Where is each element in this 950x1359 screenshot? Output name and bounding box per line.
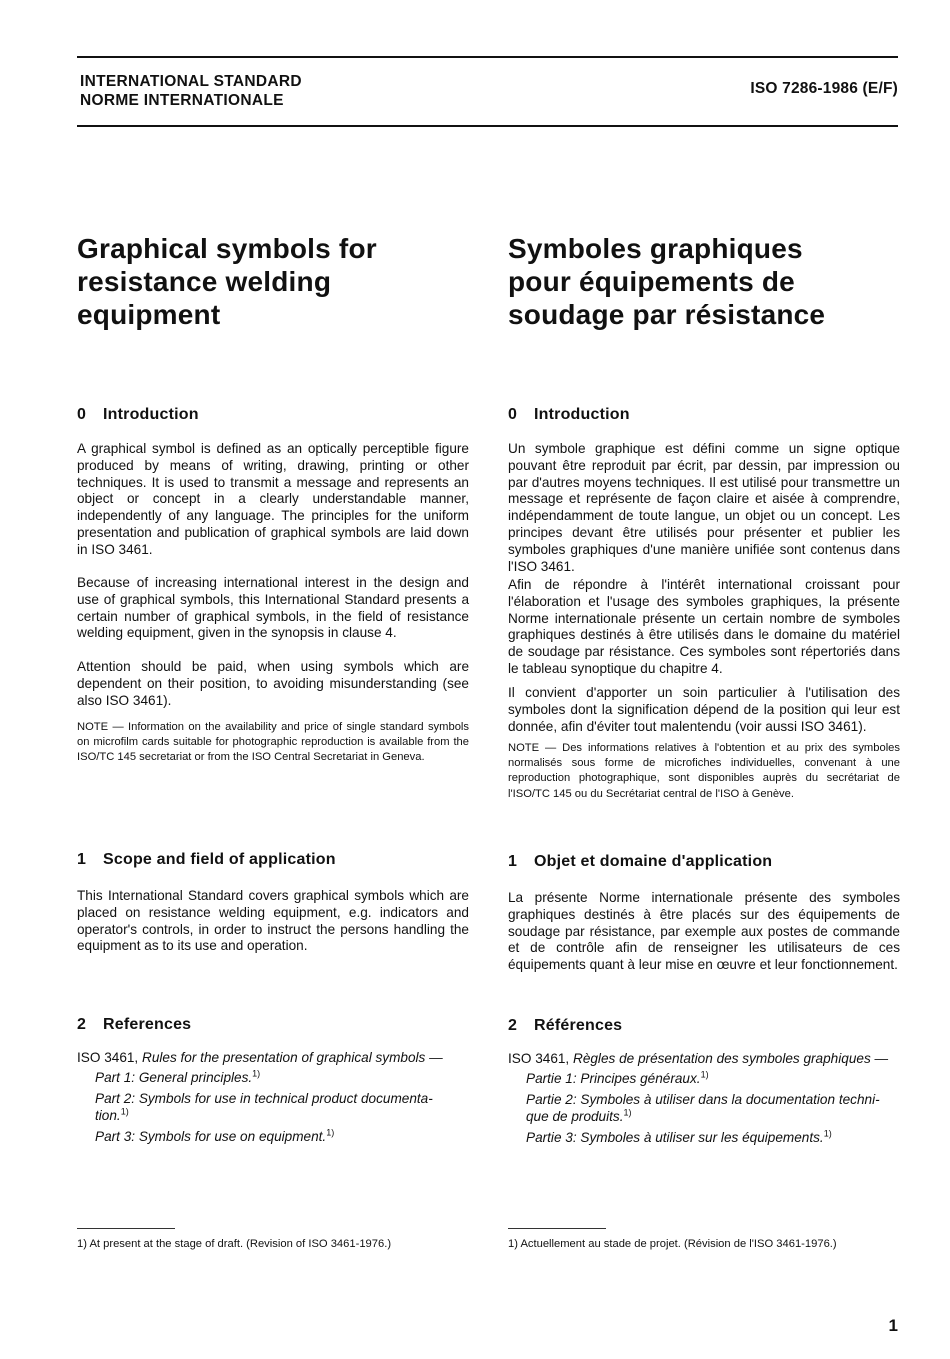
intro-paragraph-en: Because of increasing international interest in the design and use of graphical symbols, this International Standard presents a certain number of graphical symbols, in the field of resistance welding equipment, given in the synopsis in clause 4. [77, 575, 469, 641]
reference-entry-en [77, 1050, 469, 1067]
section-number: 1 [77, 851, 87, 868]
footnote-fr: 1) Actuellement au stade de projet. (Révision de l'ISO 3461-1976.) [508, 1238, 837, 1250]
reference-part-en [77, 1069, 469, 1086]
footnote-marker: 1) [823, 1128, 832, 1139]
scope-heading-fr [508, 853, 900, 871]
header-bottom-rule [77, 125, 898, 127]
reference-part-en [77, 1090, 469, 1124]
footnote-marker: 1) [120, 1106, 129, 1117]
reference-part-fr [508, 1129, 900, 1146]
title-fr-line: pour équipements de [508, 266, 795, 297]
footnote-en: 1) At present at the stage of draft. (Revision of ISO 3461-1976.) [77, 1238, 392, 1250]
section-number: 2 [77, 1016, 87, 1033]
references-heading-fr [508, 1017, 900, 1035]
section-title: Introduction [534, 406, 630, 423]
reference-title: Règles de présentation des symboles graphiques — [573, 1051, 889, 1066]
footnote-marker: 1) [326, 1127, 335, 1138]
standard-type-fr: NORME INTERNATIONALE [80, 92, 284, 109]
reference-part-text: Part 2: Symbols for use in technical product documenta- [95, 1091, 433, 1106]
reference-part-fr [508, 1091, 900, 1125]
reference-part-en [77, 1128, 469, 1145]
header-top-rule [77, 56, 898, 58]
intro-note-en: NOTE — Information on the availability and price of single standard symbols on microfilm cards suitable for photographic reproduction is available from the ISO/TC 145 secretariat or from the ISO Central Secretariat in Geneva. [77, 721, 469, 764]
scope-paragraph-fr: La présente Norme internationale présente des symboles graphiques destinés à être placés sur des équipements de soudage par résistance, par exemple aux postes de commande et de contrôle afin de renseigner les utilisateurs de ces équipements quant à leur mise en œuvre et leur fonctionnement. [508, 890, 900, 973]
title-en-line: equipment [77, 299, 221, 330]
reference-entry-fr [508, 1051, 900, 1068]
reference-part-text: Partie 1: Principes généraux. [526, 1071, 701, 1086]
title-en-line: Graphical symbols for [77, 233, 377, 264]
page-number: 1 [888, 1316, 898, 1335]
reference-part-text: Partie 2: Symboles à utiliser dans la documentation techni- [526, 1092, 880, 1107]
intro-paragraph-fr: Un symbole graphique est défini comme un signe optique pouvant être reproduit par écrit, par dessin, par impression ou par d'autres moyens techniques. Il est utilisé pour transmettre un message et représente de façon claire et aisée à comprendre, indépendamment de toute langue, un objet ou un concept. Les principes devant être utilisés pour présenter et publier les symboles graphiques d'une manière unifiée sont contenus dans l'ISO 3461. [508, 441, 900, 574]
reference-part-text: Part 3: Symbols for use on equipment. [95, 1129, 327, 1144]
section-number: 0 [508, 406, 518, 423]
title-fr-line: Symboles graphiques [508, 233, 803, 264]
section-title: Références [534, 1017, 623, 1034]
reference-part-fr [508, 1070, 900, 1087]
intro-heading-fr [508, 406, 900, 424]
footnote-marker: 1) [700, 1069, 709, 1080]
references-heading-en [77, 1016, 469, 1034]
title-en [77, 232, 469, 331]
intro-heading-en [77, 406, 469, 424]
reference-part-text: Part 1: General principles. [95, 1070, 253, 1085]
section-title: Objet et domaine d'application [534, 853, 773, 870]
reference-id: ISO 3461, [77, 1050, 142, 1065]
reference-part-text: Partie 3: Symboles à utiliser sur les équipements. [526, 1130, 824, 1145]
section-title: Scope and field of application [103, 851, 336, 868]
scope-paragraph-en: This International Standard covers graphical symbols which are placed on resistance welding equipment, e.g. indicators and operator's controls, in order to instruct the persons handling the equipment as to its use and operation. [77, 888, 469, 954]
intro-paragraph-fr: Afin de répondre à l'intérêt international croissant pour l'élaboration et l'usage des symboles graphiques, la présente Norme internationale présente un certain nombre de symboles graphiques destinés à être utilisés dans le domaine du matériel de soudage par résistance. Ces symboles sont répertoriés dans le tableau synoptique du chapitre 4. [508, 577, 900, 676]
section-title: References [103, 1016, 192, 1033]
intro-paragraph-en: Attention should be paid, when using symbols which are dependent on their position, to avoiding misunderstanding (see also ISO 3461). [77, 659, 469, 708]
reference-part-text: que de produits. [526, 1109, 624, 1124]
reference-id: ISO 3461, [508, 1051, 573, 1066]
title-fr [508, 232, 900, 331]
intro-paragraph-fr: Il convient d'apporter un soin particulier à l'utilisation des symboles dont la signification dépend de la position qui leur est donnée, afin d'éviter tout malentendu (voir aussi ISO 3461). [508, 685, 900, 734]
section-number: 1 [508, 853, 518, 870]
intro-note-fr: NOTE — Des informations relatives à l'obtention et au prix des symboles normalisés sous forme de microfiches individuelles, convenant à une reproduction photographique, sont disponibles auprès du secrétariat de l'ISO/TC 145 ou du Secrétariat central de l'ISO à Genève. [508, 742, 900, 800]
footnote-marker: 1) [252, 1068, 261, 1079]
section-number: 2 [508, 1017, 518, 1034]
scope-heading-en [77, 851, 469, 869]
title-fr-line: soudage par résistance [508, 299, 826, 330]
standard-reference: ISO 7286-1986 (E/F) [750, 80, 898, 97]
intro-paragraph-en: A graphical symbol is defined as an optically perceptible figure produced by means of writing, drawing, printing or other techniques. It is used to transmit a message and represents an object or concept in a clearly understandable manner, independently of any language. The principles for the uniform presentation and publication of graphical symbols are laid down in ISO 3461. [77, 441, 469, 557]
reference-title: Rules for the presentation of graphical symbols — [142, 1050, 443, 1065]
standard-type-label [80, 72, 302, 110]
standard-type-en: INTERNATIONAL STANDARD [80, 73, 302, 90]
reference-part-text: tion. [95, 1108, 121, 1123]
footnote-rule-en [77, 1228, 175, 1229]
title-en-line: resistance welding [77, 266, 332, 297]
footnote-marker: 1) [623, 1107, 632, 1118]
section-title: Introduction [103, 406, 199, 423]
section-number: 0 [77, 406, 87, 423]
footnote-rule-fr [508, 1228, 606, 1229]
